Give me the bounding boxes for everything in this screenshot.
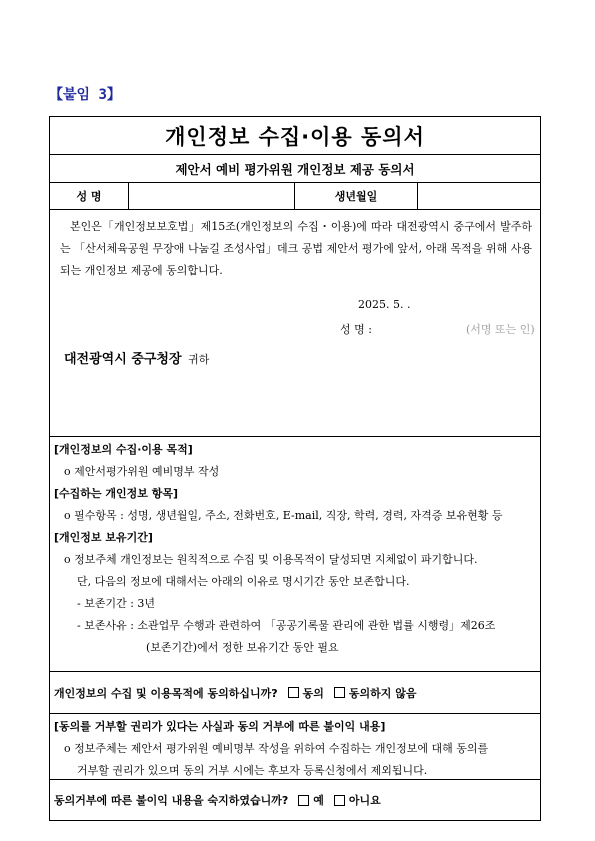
refusal-line-2: 거부할 권리가 있으며 동의 거부 시에는 후보자 등록신청에서 제외됩니다. — [77, 764, 428, 777]
agree-label: 동의 — [302, 686, 324, 700]
signature-hint[interactable]: (서명 또는 인) — [466, 323, 535, 336]
consent-question — [50, 672, 540, 714]
name-label: 성 명 — [50, 183, 129, 209]
consent-statement: 본인은「개인정보보호법」제15조(개인정보의 수집・이용)에 따라 대전광역시 중구에서 발주하는 「산서체육공원 무장애 나눔길 조성사업」데크 공법 제안서 평가에 앞서, 아래 목적을 위해 사용되는 개인정보 제공에 동의합니다. — [60, 220, 532, 277]
birth-label: 생년월일 — [295, 183, 418, 209]
name-field[interactable] — [129, 183, 295, 209]
recipient-suffix: 귀하 — [188, 353, 210, 366]
yes-checkbox[interactable] — [298, 795, 309, 806]
acknowledge-question — [50, 780, 540, 820]
identity-row — [50, 183, 540, 210]
yes-label: 예 — [313, 794, 324, 807]
retention-reason: - 보존사유 : 소관업무 수행과 관련하여 「공공기록물 관리에 관한 법률 시행령」제26조 — [77, 619, 496, 632]
disagree-label: 동의하지 않음 — [348, 686, 417, 700]
sign-date: 2025. 5. . — [358, 298, 411, 311]
consent-statement-section — [50, 210, 540, 437]
disagree-checkbox[interactable] — [334, 687, 345, 698]
consent-question-text: 개인정보의 수집 및 이용목적에 동의하십니까? — [54, 686, 278, 700]
retention-line-1: o 정보주체 개인정보는 원칙적으로 수집 및 이용목적이 달성되면 지체없이 파기합니다. — [64, 553, 478, 566]
items-heading: [수집하는 개인정보 항목] — [54, 487, 178, 500]
retention-heading: [개인정보 보유기간] — [54, 531, 153, 544]
form-title: 개인정보 수집·이용 동의서 — [50, 117, 540, 155]
signature-label: 성 명 : — [340, 323, 372, 336]
acknowledge-question-text: 동의거부에 따른 불이익 내용을 숙지하였습니까? — [54, 794, 289, 807]
no-label: 아니요 — [348, 794, 381, 807]
items-item: o 필수항목 : 성명, 생년월일, 주소, 전화번호, E-mail, 직장, 학력, 경력, 자격증 보유현황 등 — [64, 509, 503, 522]
refusal-rights-section — [50, 716, 540, 780]
collection-info-section — [50, 437, 540, 672]
purpose-item: o 제안서평가위원 예비명부 작성 — [64, 465, 220, 478]
no-checkbox[interactable] — [334, 795, 345, 806]
birth-field[interactable] — [418, 183, 540, 209]
refusal-line-1: o 정보주체는 제안서 평가위원 예비명부 작성을 위하여 수집하는 개인정보에 대해 동의를 — [64, 742, 489, 755]
recipient — [64, 349, 209, 371]
refusal-heading: [동의를 거부할 권리가 있다는 사실과 동의 거부에 따른 불이익 내용] — [54, 720, 386, 733]
retention-period: - 보존기간 : 3년 — [77, 597, 156, 610]
retention-reason-cont: (보존기간)에서 정한 보유기간 동안 필요 — [146, 641, 339, 654]
consent-form — [49, 116, 541, 821]
agree-checkbox[interactable] — [288, 687, 299, 698]
retention-line-2: 단, 다음의 정보에 대해서는 아래의 이유로 명시기간 동안 보존합니다. — [77, 575, 410, 588]
signature-line — [340, 319, 535, 341]
recipient-name: 대전광역시 중구청장 — [64, 352, 182, 367]
purpose-heading: [개인정보의 수집·이용 목적] — [54, 443, 193, 456]
attachment-label: 【붙임 3】 — [49, 87, 121, 103]
form-subtitle: 제안서 예비 평가위원 개인정보 제공 동의서 — [50, 155, 540, 183]
